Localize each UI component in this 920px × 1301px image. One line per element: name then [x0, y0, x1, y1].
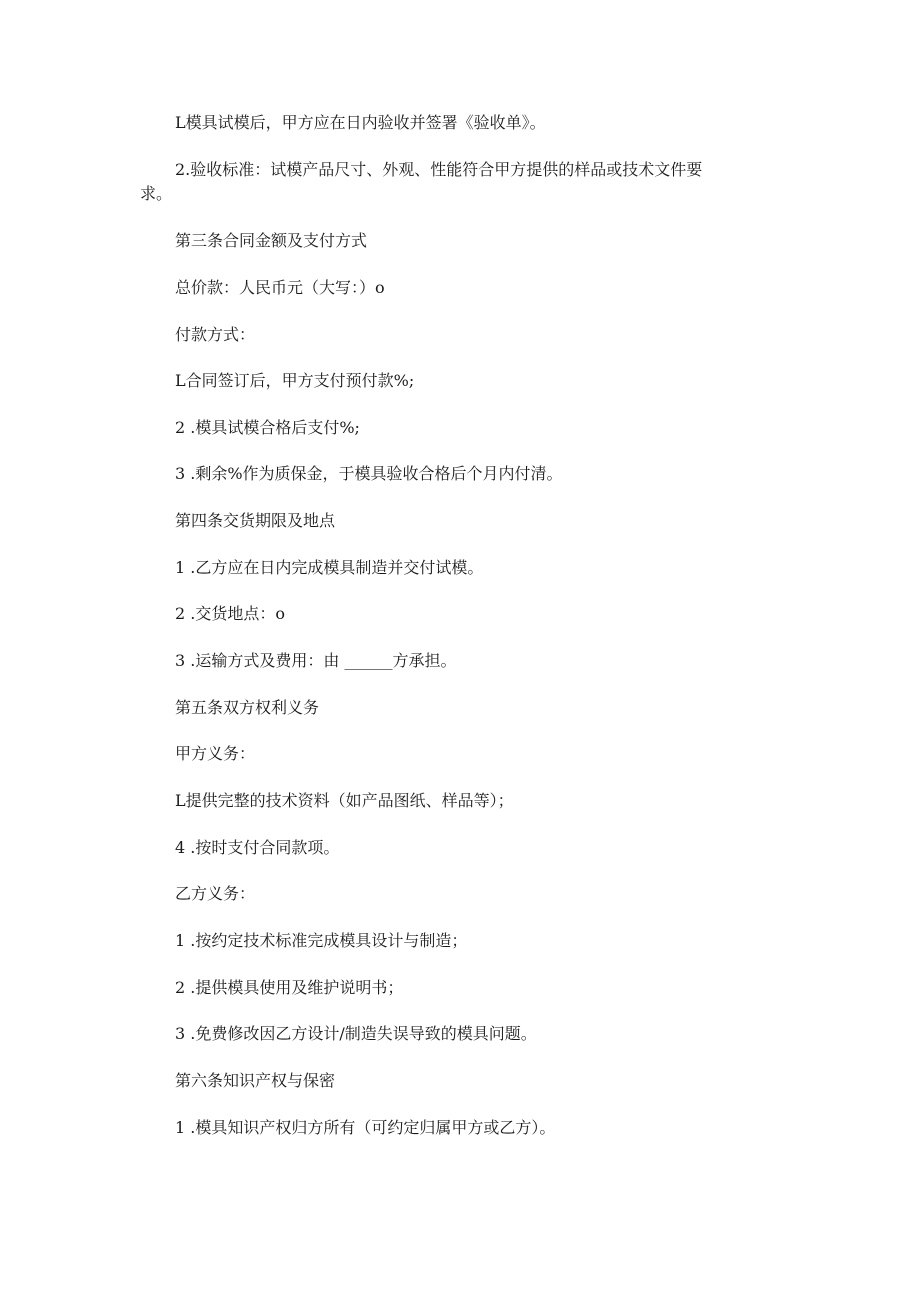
delivery-item-2: 2 .交货地点：o	[175, 604, 285, 623]
section-heading-article-6: 第六条知识产权与保密	[175, 1071, 336, 1090]
payment-item-1: L合同签订后，甲方支付预付款%;	[175, 371, 415, 390]
delivery-item-3: 3 .运输方式及费用：由 ______方承担。	[175, 651, 457, 670]
section-heading-article-4: 第四条交货期限及地点	[175, 511, 336, 530]
party-b-obligation-item-2: 2 .提供模具使用及维护说明书；	[175, 978, 404, 997]
payment-method-label: 付款方式：	[175, 325, 256, 344]
delivery-item-1: 1 .乙方应在日内完成模具制造并交付试模。	[175, 558, 484, 577]
party-a-obligation-item-1: L提供完整的技术资料（如产品图纸、样品等）；	[175, 791, 514, 810]
party-b-obligations-label: 乙方义务：	[175, 884, 256, 903]
party-a-obligation-item-2: 4 .按时支付合同款项。	[175, 838, 340, 857]
party-b-obligation-item-3: 3 .免费修改因乙方设计/制造失误导致的模具问题。	[175, 1024, 537, 1043]
party-b-obligation-item-1: 1 .按约定技术标准完成模具设计与制造；	[175, 931, 468, 950]
clause-acceptance-item-2-continuation: 求。	[140, 184, 173, 203]
payment-item-2: 2 .模具试模合格后支付%;	[175, 418, 360, 437]
section-heading-article-3: 第三条合同金额及支付方式	[175, 231, 368, 250]
payment-item-3: 3 .剩余%作为质保金，于模具验收合格后个月内付清。	[175, 464, 563, 483]
party-a-obligations-label: 甲方义务：	[175, 744, 256, 763]
section-heading-article-5: 第五条双方权利义务	[175, 698, 320, 717]
clause-acceptance-item-2: 2.验收标准：试模产品尺寸、外观、性能符合甲方提供的样品或技术文件要	[175, 160, 703, 179]
ip-item-1: 1 .模具知识产权归方所有（可约定归属甲方或乙方）。	[175, 1118, 556, 1137]
total-price-line: 总价款：人民币元（大写：）o	[175, 278, 385, 297]
clause-acceptance-item-1: L模具试模后，甲方应在日内验收并签署《验收单》。	[175, 113, 546, 132]
